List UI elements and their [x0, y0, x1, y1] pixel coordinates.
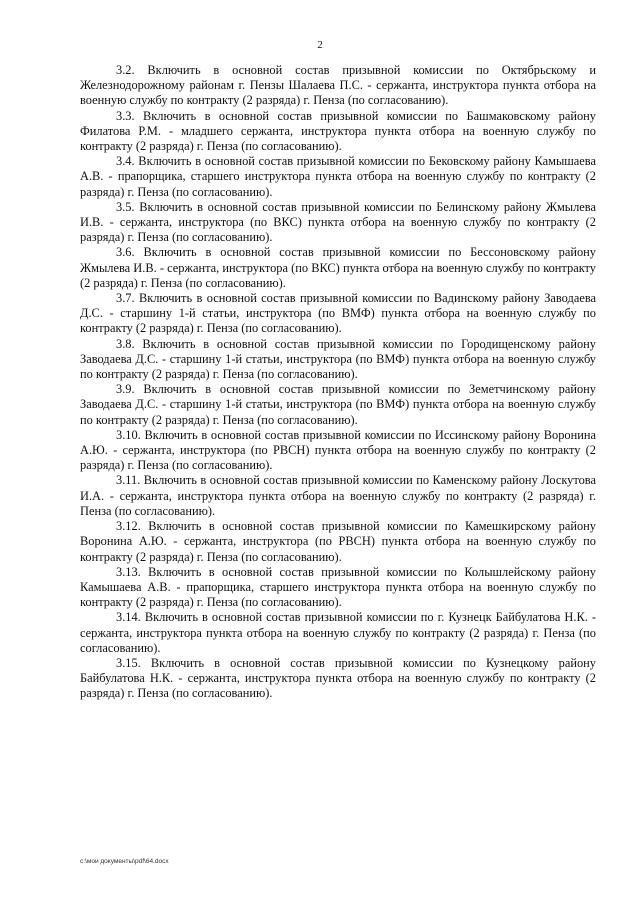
paragraph-3-7: 3.7. Включить в основной состав призывной комиссии по Вадинскому району Заводаева Д.С. - старшину 1-й статьи, инструктора (по ВМФ) пункта отбора на военную службу по контракту (2 разряда) г. Пенза (по согласованию).: [80, 291, 596, 336]
paragraph-3-5: 3.5. Включить в основной состав призывной комиссии по Белинскому району Жмылева И.В. - сержанта, инструктора (по ВКС) пункта отбора на военную службу по контракту (2 разряда) г. Пенза (по согласованию).: [80, 199, 596, 245]
paragraph-3-10: 3.10. Включить в основной состав призывной комиссии по Иссинскому району Воронина А.Ю. - сержанта, инструктора (по РВСН) пункта отбора на военную службу по контракту (2 разряда) г. Пенза (по согласованию).: [80, 427, 596, 473]
document-body: [80, 63, 596, 702]
paragraph-3-11: 3.11. Включить в основной состав призывной комиссии по Каменскому району Лоскутова И.А. - сержанта, инструктора пункта отбора на военную службу по контракту (2 разряда) г. Пенза (по согласованию).: [80, 473, 596, 518]
paragraph-3-4: 3.4. Включить в основной состав призывной комиссии по Бековскому району Камышаева А.В. - прапорщика, старшего инструктора пункта отбора на военную службу по контракту (2 разряда) г. Пенза (по согласованию).: [80, 154, 596, 199]
paragraph-3-14: 3.14. Включить в основной состав призывной комиссии по г. Кузнецк Байбулатова Н.К. - сержанта, инструктора пункта отбора на военную службу по контракту (2 разряда) г. Пенза (по согласованию).: [80, 610, 596, 655]
page-number: 2: [317, 39, 323, 51]
paragraph-3-6: 3.6. Включить в основной состав призывной комиссии по Бессоновскому району Жмылева И.В. - сержанта, инструктора (по ВКС) пункта отбора на военную службу по контракту (2 разряда) г. Пенза (по согласованию).: [80, 245, 596, 290]
paragraph-3-9: 3.9. Включить в основной состав призывной комиссии по Земетчинскому району Заводаева Д.С. - старшину 1-й статьи, инструктора (по ВМФ) пункта отбора на военную службу по контракту (2 разряда) г. Пенза (по согласованию).: [80, 382, 596, 427]
paragraph-3-12: 3.12. Включить в основной состав призывной комиссии по Камешкирскому району Воронина А.Ю. - сержанта, инструктора (по РВСН) пункта отбора на военную службу по контракту (2 разряда) г. Пенза (по согласованию).: [80, 519, 596, 564]
paragraph-3-8: 3.8. Включить в основной состав призывной комиссии по Городищенскому району Заводаева Д.С. - старшину 1-й статьи, инструктора (по ВМФ) пункта отбора на военную службу по контракту (2 разряда) г. Пенза (по согласованию).: [80, 336, 596, 382]
paragraph-3-15: 3.15. Включить в основной состав призывной комиссии по Кузнецкому району Байбулатова Н.К. - сержанта, инструктора пункта отбора на военную службу по контракту (2 разряда) г. Пенза (по согласованию).: [80, 655, 596, 701]
paragraph-3-13: 3.13. Включить в основной состав призывной комиссии по Колышлейскому району Камышаева А.В. - прапорщика, старшего инструктора пункта отбора на военную службу по контракту (2 разряда) г. Пенза (по согласованию).: [80, 564, 596, 610]
paragraph-3-3: 3.3. Включить в основной состав призывной комиссии по Башмаковскому району Филатова Р.М. - младшего сержанта, инструктора пункта отбора на военную службу по контракту (2 разряда) г. Пенза (по согласованию).: [80, 108, 596, 154]
paragraph-3-2: 3.2. Включить в основной состав призывной комиссии по Октябрьскому и Железнодорожному районам г. Пензы Шалаева П.С. - сержанта, инструктора пункта отбора на военную службу по контракту (2 разряда) г. Пенза (по согласованию).: [80, 63, 596, 108]
footer-file-path: c:\мои документы\pdf\64.docx: [80, 858, 169, 865]
